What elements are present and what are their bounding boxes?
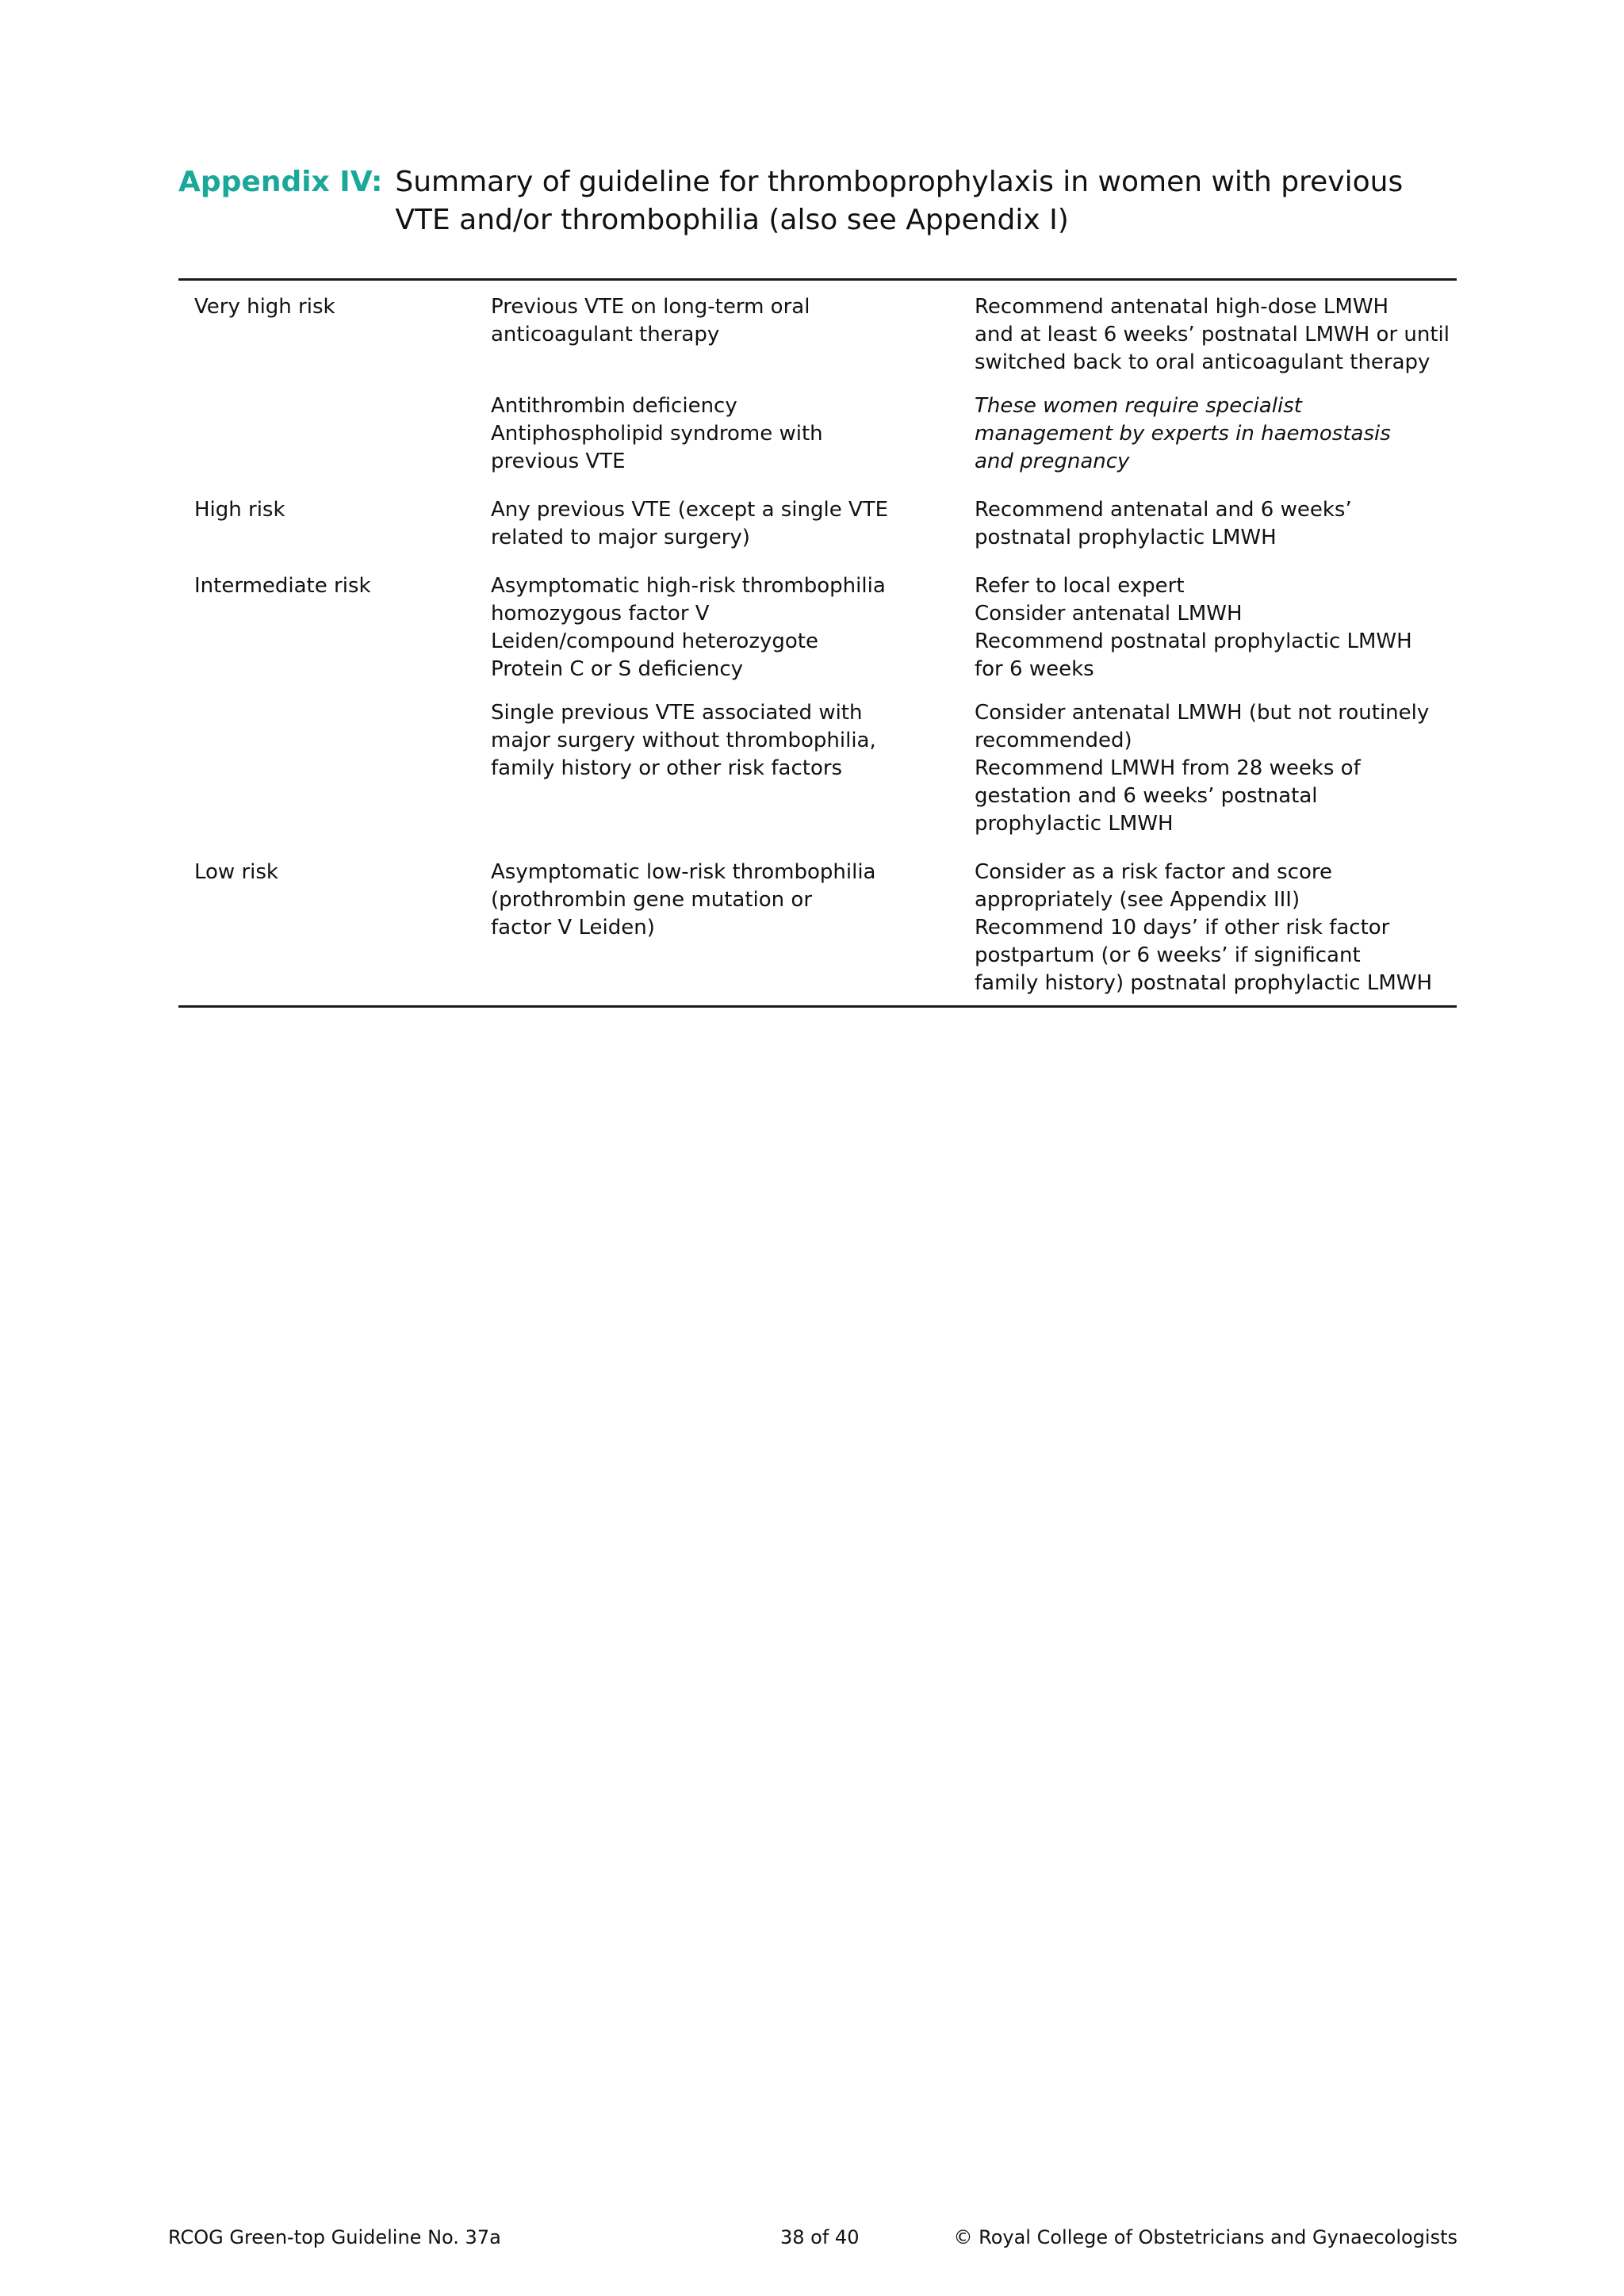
recommendation-cell [975,392,1450,476]
condition-line: anticoagulant therapy [491,323,720,346]
footer-page-number: 38 of 40 [780,2226,860,2248]
condition-cell [491,572,975,683]
risk-groups [491,572,1457,838]
recommendation-cell [975,293,1450,377]
recommendation-line: gestation and 6 weeks’ postnatal [975,784,1318,808]
risk-level-label: Intermediate risk [194,574,371,598]
table-row [178,572,1457,838]
risk-level-label: High risk [194,498,285,522]
risk-level [178,572,491,838]
recommendation-line: Refer to local expert [975,574,1185,598]
condition-line: Leiden/compound heterozygote [491,629,818,653]
recommendation-cell [975,699,1450,838]
risk-group [491,572,1457,683]
recommendation-cell [975,859,1450,997]
risk-level [178,859,491,997]
risk-group [491,392,1457,476]
recommendation-line: Consider antenatal LMWH [975,602,1243,626]
recommendation-line: appropriately (see Appendix III) [975,888,1300,912]
risk-group [491,859,1457,997]
recommendation-line: recommended) [975,729,1132,752]
recommendation-line: and pregnancy [975,450,1130,473]
recommendation-line: prophylactic LMWH [975,812,1174,836]
recommendation-line: for 6 weeks [975,657,1094,681]
risk-group [491,699,1457,838]
condition-line: Protein C or S deficiency [491,657,744,681]
appendix-heading [178,163,1463,239]
condition-line: Asymptomatic low-risk thrombophilia [491,860,876,884]
recommendation-line: Recommend antenatal and 6 weeks’ [975,498,1352,522]
recommendation-line: switched back to oral anticoagulant therapy [975,350,1431,374]
recommendation-line: These women require specialist [975,394,1302,418]
table-row [178,859,1457,997]
risk-level [178,293,491,476]
appendix-label: Appendix IV: [178,166,383,198]
recommendation-line: Recommend antenatal high-dose LMWH [975,295,1389,319]
recommendation-line: management by experts in haemostasis [975,422,1391,446]
condition-cell [491,859,975,997]
table-row [178,293,1457,476]
recommendation-line: Consider antenatal LMWH (but not routinely [975,701,1430,725]
condition-line: family history or other risk factors [491,756,843,780]
recommendation-line: Consider as a risk factor and score [975,860,1332,884]
condition-cell [491,699,975,838]
risk-level-label: Low risk [194,860,278,884]
risk-groups [491,293,1457,476]
table-row [178,496,1457,552]
condition-line: major surgery without thrombophilia, [491,729,876,752]
condition-line: Any previous VTE (except a single VTE [491,498,889,522]
risk-group [491,293,1457,377]
risk-group [491,496,1457,552]
condition-cell [491,392,975,476]
condition-line: Antiphospholipid syndrome with [491,422,823,446]
risk-groups [491,496,1457,552]
risk-level [178,496,491,552]
footer-guideline: RCOG Green-top Guideline No. 37a [168,2226,501,2248]
condition-line: Asymptomatic high-risk thrombophilia [491,574,886,598]
recommendation-line: postnatal prophylactic LMWH [975,526,1277,549]
condition-line: Single previous VTE associated with [491,701,863,725]
recommendation-line: Recommend postnatal prophylactic LMWH [975,629,1412,653]
recommendation-cell [975,496,1450,552]
recommendation-line: Recommend LMWH from 28 weeks of [975,756,1361,780]
risk-groups [491,859,1457,997]
risk-table [178,278,1457,1008]
condition-line: previous VTE [491,450,626,473]
recommendation-line: family history) postnatal prophylactic LMWH [975,971,1433,995]
condition-line: related to major surgery) [491,526,750,549]
condition-line: homozygous factor V [491,602,710,626]
condition-cell [491,496,975,552]
condition-cell [491,293,975,377]
recommendation-cell [975,572,1450,683]
condition-line: factor V Leiden) [491,916,655,939]
risk-level-label: Very high risk [194,295,335,319]
appendix-title: Summary of guideline for thromboprophylaxis in women with previous VTE and/or thrombophilia (also see Appendix I) [395,166,1404,236]
recommendation-line: postpartum (or 6 weeks’ if significant [975,943,1361,967]
footer-copyright: © Royal College of Obstetricians and Gynaecologists [953,2226,1457,2248]
condition-line: Previous VTE on long-term oral [491,295,810,319]
condition-line: Antithrombin deficiency [491,394,737,418]
condition-line: (prothrombin gene mutation or [491,888,813,912]
recommendation-line: and at least 6 weeks’ postnatal LMWH or until [975,323,1450,346]
recommendation-line: Recommend 10 days’ if other risk factor [975,916,1390,939]
